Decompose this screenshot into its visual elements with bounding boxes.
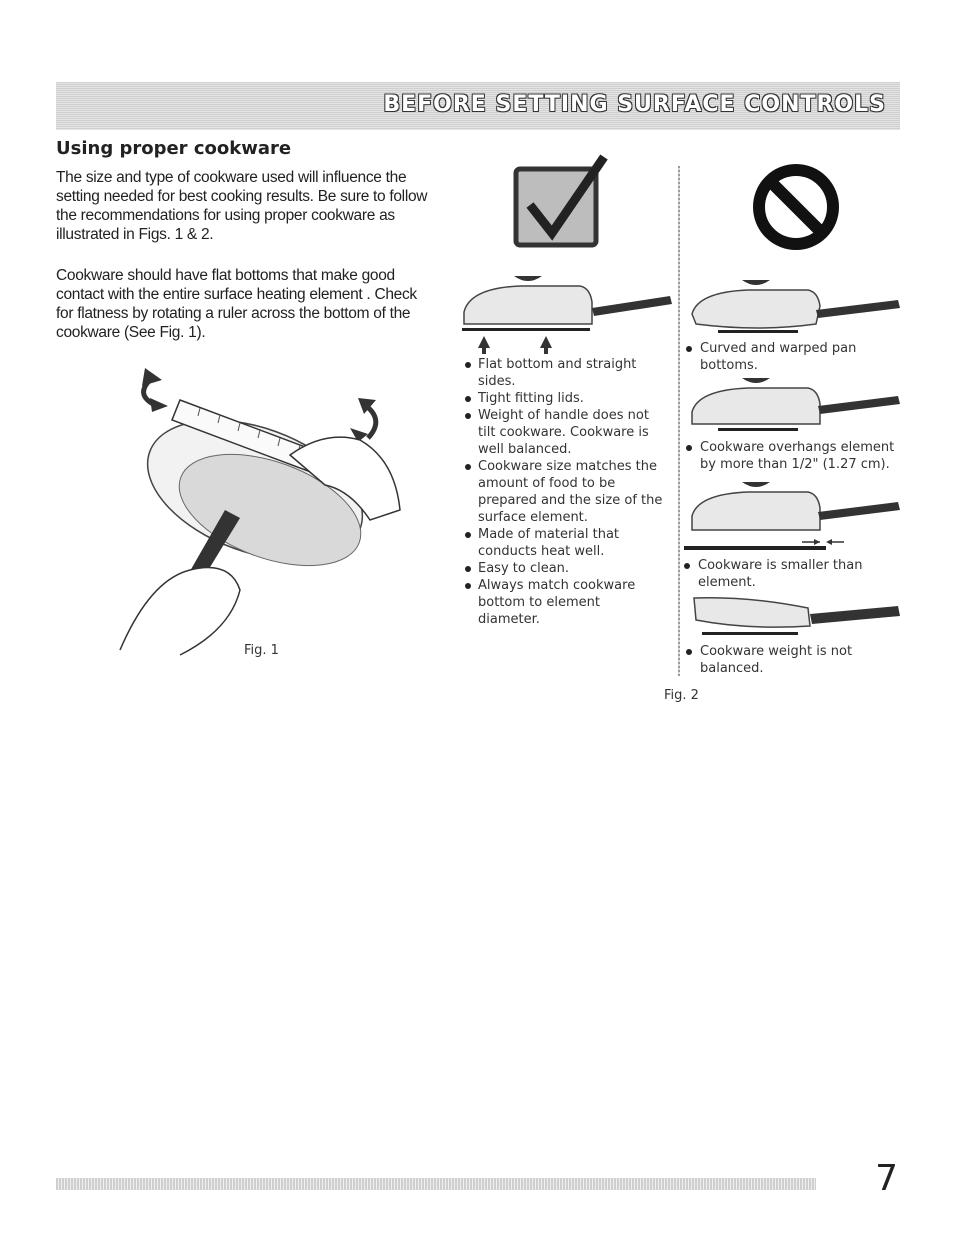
good-cookware-list xyxy=(464,356,664,628)
column-divider xyxy=(678,166,680,676)
list-item: Cookware size matches the amount of food to be prepared and the size of the surface element. xyxy=(464,458,664,526)
page-number: 7 xyxy=(875,1158,898,1199)
list-item: Easy to clean. xyxy=(464,560,664,577)
list-item: Tight fitting lids. xyxy=(464,390,664,407)
section-banner xyxy=(56,82,900,130)
overhang-caption: Cookware overhangs element by more than 1/2" (1.27 cm). xyxy=(684,439,914,473)
warped-caption: Curved and warped pan bottoms. xyxy=(684,340,896,374)
section-heading: Using proper cookware xyxy=(56,138,292,159)
list-item: Weight of handle does not tilt cookware. Cookware is well balanced. xyxy=(464,407,664,458)
list-item: Always match cookware bottom to element diameter. xyxy=(464,577,664,628)
prohibited-icon xyxy=(752,163,840,251)
flatness-paragraph: Cookware should have flat bottoms that make good contact with the entire surface heating element . Check for flatness by rotating a ruler across the bottom of the cookware (See Fig. 1). xyxy=(56,267,417,341)
list-item: Made of material that conducts heat well. xyxy=(464,526,664,560)
warped-pan-illustration xyxy=(688,278,903,338)
small-pan-caption: Cookware is smaller than element. xyxy=(682,557,898,591)
intro-paragraph: The size and type of cookware used will influence the setting needed for best cooking results. Be sure to follow the recommendations for using proper cookware as illustrated in Figs. 1 & 2. xyxy=(56,169,428,243)
list-item: Flat bottom and straight sides. xyxy=(464,356,664,390)
checkmark-box-icon xyxy=(512,155,607,250)
fig2-label: Fig. 2 xyxy=(664,688,699,703)
footer-bar xyxy=(56,1178,816,1190)
fig1-label: Fig. 1 xyxy=(244,643,279,658)
overhang-pan-illustration xyxy=(688,376,903,436)
banner-title: BEFORE SETTING SURFACE CONTROLS xyxy=(383,92,886,117)
unbalanced-pan-illustration xyxy=(688,590,903,640)
small-pan-illustration xyxy=(684,480,902,555)
unbalanced-caption: Cookware weight is not balanced. xyxy=(684,643,890,677)
ruler-check-illustration xyxy=(110,360,410,660)
good-pan-illustration xyxy=(460,272,675,357)
